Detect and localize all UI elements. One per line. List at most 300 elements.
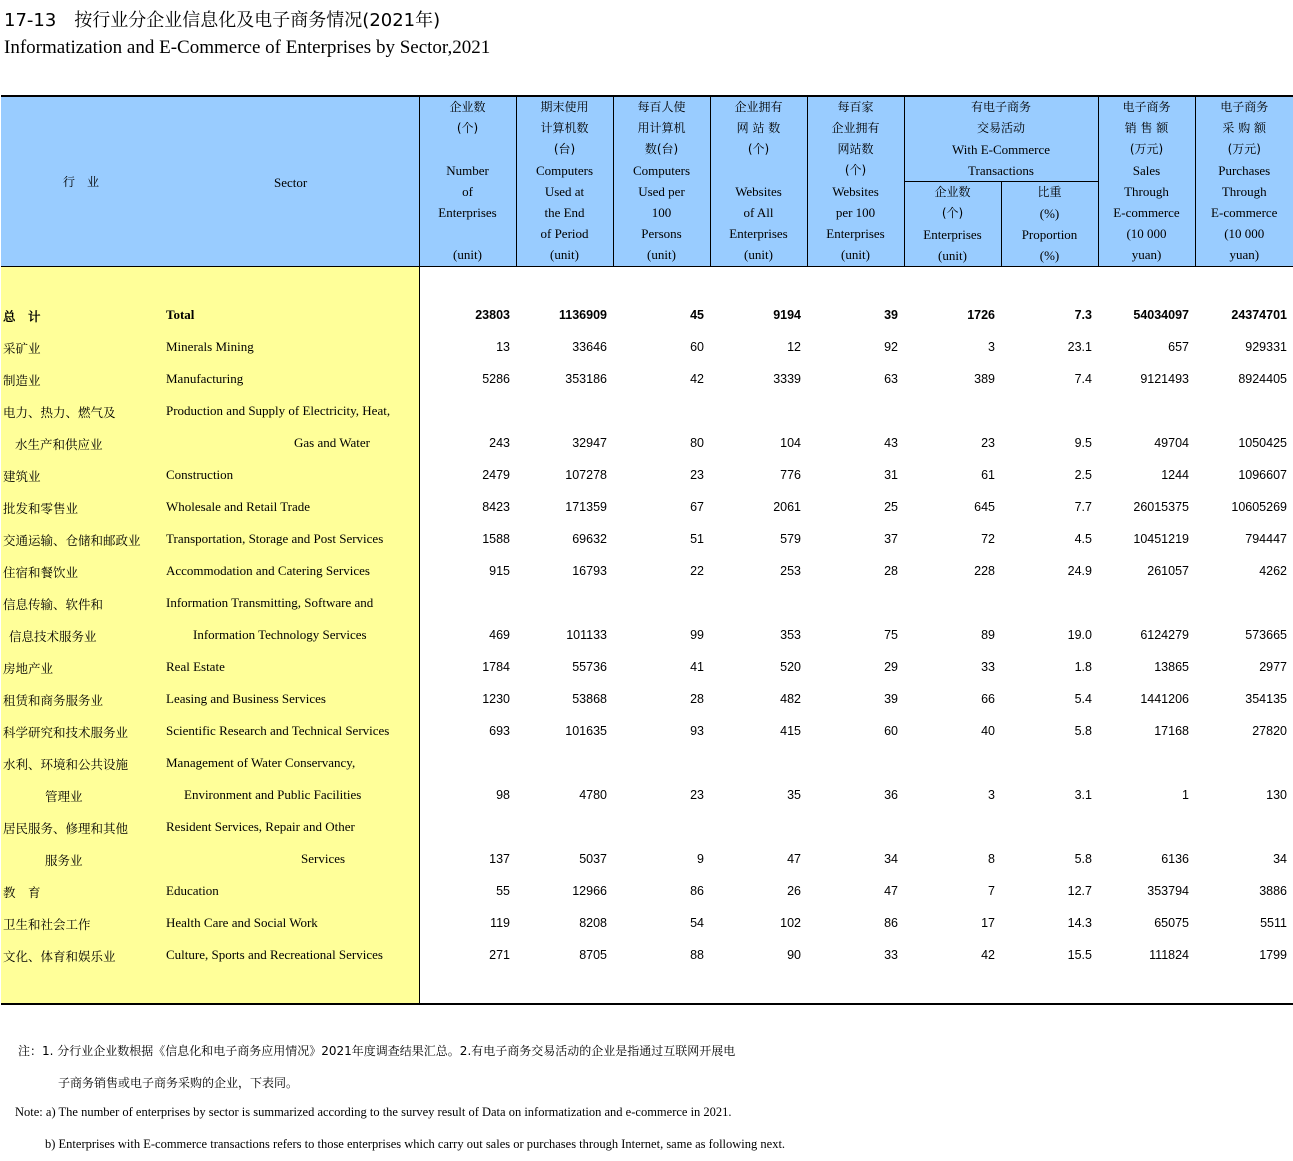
header-line: (个) <box>456 121 479 135</box>
value-cell <box>904 587 1001 619</box>
header-line: Websites <box>832 184 879 199</box>
sector-cell <box>1 779 419 811</box>
sector-cell <box>1 331 419 363</box>
value-cell: 353794 <box>1147 884 1189 898</box>
value-cell <box>516 587 613 619</box>
value-cell: 12 <box>787 340 801 354</box>
header-line: 数(台) <box>644 142 679 156</box>
sector-name-en: Health Care and Social Work <box>166 915 318 930</box>
header-line: 采 购 额 <box>1222 121 1267 135</box>
value-cell: 469 <box>489 628 510 642</box>
table-row <box>1 299 1293 331</box>
header-line: Computers <box>535 163 594 178</box>
table-row <box>1 843 1293 875</box>
value-cell: 45 <box>690 308 704 322</box>
value-cell: 24374701 <box>1231 308 1287 322</box>
table-row <box>1 619 1293 651</box>
header-line: (万元) <box>1129 142 1164 156</box>
sector-name-cn: 科学研究和技术服务业 <box>3 725 129 740</box>
sector-name-cn: 建筑业 <box>3 469 41 484</box>
sector-name-en: Gas and Water <box>294 435 370 450</box>
value-cell: 66 <box>981 692 995 706</box>
value-cell: 8924405 <box>1238 372 1287 386</box>
header-sector <box>1 96 419 267</box>
value-cell: 33 <box>981 660 995 674</box>
header-line: Enterprises <box>826 226 885 241</box>
header-line: 交易活动 <box>976 121 1025 135</box>
value-cell: 17 <box>981 916 995 930</box>
value-cell: 102 <box>780 916 801 930</box>
header-line: 100 <box>651 205 672 220</box>
value-cell <box>904 747 1001 779</box>
header-line: 每百家 <box>837 100 874 114</box>
header-line: Websites <box>735 184 782 199</box>
header-sector-cn: 行 业 <box>63 174 100 189</box>
value-cell: 579 <box>780 532 801 546</box>
sector-cell <box>1 395 419 427</box>
header-line: Purchases <box>1218 163 1271 178</box>
sector-cell <box>1 683 419 715</box>
value-cell: 657 <box>1168 340 1189 354</box>
sector-name-cn: 水生产和供应业 <box>15 437 103 452</box>
value-cell: 61 <box>981 468 995 482</box>
value-cell: 36 <box>884 788 898 802</box>
sector-cell <box>1 363 419 395</box>
value-cell: 573665 <box>1245 628 1287 642</box>
sector-name-en: Information Technology Services <box>193 627 367 642</box>
header-line: 网 站 数 <box>736 121 781 135</box>
header-line: Enterprises <box>438 205 497 220</box>
value-cell <box>1001 587 1098 619</box>
value-cell: 415 <box>780 724 801 738</box>
value-cell: 3 <box>988 340 995 354</box>
sector-name-en: Real Estate <box>166 659 225 674</box>
header-col3 <box>613 96 710 267</box>
value-cell: 1726 <box>967 308 995 322</box>
value-cell: 86 <box>690 884 704 898</box>
value-cell: 776 <box>780 468 801 482</box>
header-line: 比重 <box>1037 185 1062 199</box>
sector-name-en: Wholesale and Retail Trade <box>166 499 311 514</box>
sector-name-en: Environment and Public Facilities <box>184 787 362 802</box>
sector-name-cn: 居民服务、修理和其他 <box>3 821 129 836</box>
header-col6 <box>904 182 1001 267</box>
value-cell: 55 <box>496 884 510 898</box>
value-cell <box>1195 587 1293 619</box>
value-cell: 72 <box>981 532 995 546</box>
spacer-row <box>1 267 1293 300</box>
header-line: 每百人使 <box>637 100 686 114</box>
value-cell: 27820 <box>1252 724 1287 738</box>
value-cell: 3.1 <box>1074 788 1092 802</box>
value-cell <box>904 395 1001 427</box>
value-cell <box>710 587 807 619</box>
value-cell: 9194 <box>773 308 801 322</box>
header-line: Persons <box>641 226 682 241</box>
value-cell: 482 <box>780 692 801 706</box>
sector-name-en: Leasing and Business Services <box>166 691 326 706</box>
value-cell: 2479 <box>482 468 510 482</box>
value-cell: 130 <box>1266 788 1287 802</box>
table-row <box>1 331 1293 363</box>
value-cell: 1.8 <box>1074 660 1092 674</box>
value-cell: 35 <box>787 788 801 802</box>
sector-cell <box>1 875 419 907</box>
sector-cell <box>1 907 419 939</box>
value-cell: 228 <box>974 564 995 578</box>
header-line: 电子商务 <box>1122 100 1171 114</box>
sector-cell <box>1 427 419 459</box>
value-cell: 34 <box>1273 852 1287 866</box>
value-cell <box>807 395 904 427</box>
value-cell: 8208 <box>579 916 607 930</box>
header-line: of Period <box>540 226 589 241</box>
value-cell: 17168 <box>1154 724 1189 738</box>
value-cell: 22 <box>690 564 704 578</box>
table-row <box>1 395 1293 427</box>
header-line: 网站数 <box>837 142 874 156</box>
sector-name-en: Services <box>301 851 346 866</box>
value-cell: 271 <box>489 948 510 962</box>
sector-name-cn: 批发和零售业 <box>3 501 79 516</box>
value-cell <box>710 811 807 843</box>
sector-name-en: Education <box>166 883 219 898</box>
header-line: 企业数 <box>934 185 971 199</box>
sector-name-en: Scientific Research and Technical Services <box>166 723 390 738</box>
value-cell: 42 <box>690 372 704 386</box>
sector-cell <box>1 459 419 491</box>
value-cell: 55736 <box>572 660 607 674</box>
value-cell <box>516 747 613 779</box>
value-cell: 28 <box>690 692 704 706</box>
header-line <box>420 223 516 244</box>
value-cell: 7 <box>988 884 995 898</box>
value-cell: 15.5 <box>1067 948 1092 962</box>
table-header <box>1 96 1293 267</box>
value-cell: 37 <box>884 532 898 546</box>
header-line: Number <box>446 163 489 178</box>
header-col1 <box>419 96 516 267</box>
table-row <box>1 555 1293 587</box>
value-cell: 1784 <box>482 660 510 674</box>
note-en-line1: Note: a) The number of enterprises by sector is summarized according to the survey result of Data on informatization and e-commerce in 2021. <box>15 1105 732 1119</box>
table-row <box>1 491 1293 523</box>
sector-name-en: Resident Services, Repair and Other <box>166 819 355 834</box>
value-cell: 354135 <box>1245 692 1287 706</box>
value-cell <box>419 587 516 619</box>
value-cell: 47 <box>787 852 801 866</box>
value-cell: 75 <box>884 628 898 642</box>
value-cell: 42 <box>981 948 995 962</box>
value-cell: 243 <box>489 436 510 450</box>
value-cell: 5511 <box>1260 916 1287 930</box>
value-cell: 2061 <box>773 500 801 514</box>
value-cell <box>807 587 904 619</box>
value-cell: 1244 <box>1161 468 1189 482</box>
header-col2 <box>516 96 613 267</box>
value-cell: 8 <box>988 852 995 866</box>
sector-name-cn: 卫生和社会工作 <box>3 917 91 932</box>
table-row <box>1 459 1293 491</box>
value-cell: 111824 <box>1149 948 1189 962</box>
value-cell: 1230 <box>482 692 510 706</box>
value-cell <box>807 747 904 779</box>
value-cell: 4262 <box>1259 564 1287 578</box>
value-cell: 2977 <box>1259 660 1287 674</box>
header-line <box>420 139 516 160</box>
value-cell <box>807 811 904 843</box>
header-line: (10 000 <box>1126 226 1167 241</box>
value-cell: 1441206 <box>1140 692 1189 706</box>
value-cell <box>1098 811 1195 843</box>
header-line: 电子商务 <box>1220 100 1269 114</box>
value-cell: 3339 <box>773 372 801 386</box>
header-line: per 100 <box>835 205 876 220</box>
header-line: (unit) <box>647 247 676 262</box>
header-line: Enterprises <box>923 227 982 242</box>
sector-cell <box>1 299 419 331</box>
sector-name-cn: 文化、体育和娱乐业 <box>3 949 116 964</box>
value-cell: 23 <box>690 788 704 802</box>
sector-name-en: Total <box>166 307 195 322</box>
value-cell: 39 <box>884 308 898 322</box>
header-col5 <box>807 96 904 267</box>
value-cell: 60 <box>884 724 898 738</box>
value-cell: 49704 <box>1154 436 1189 450</box>
table-row <box>1 651 1293 683</box>
table-row <box>1 587 1293 619</box>
header-line: E-commerce <box>1113 205 1180 220</box>
value-cell: 5.8 <box>1074 724 1092 738</box>
value-cell: 13 <box>496 340 510 354</box>
sector-cell <box>1 523 419 555</box>
value-cell: 9 <box>697 852 704 866</box>
value-cell: 40 <box>981 724 995 738</box>
value-cell <box>1001 747 1098 779</box>
table-row <box>1 811 1293 843</box>
sector-name-cn: 住宿和餐饮业 <box>3 565 79 580</box>
value-cell: 23.1 <box>1067 340 1092 354</box>
header-line: 用计算机 <box>637 121 686 135</box>
sector-name-cn: 电力、热力、燃气及 <box>3 405 116 420</box>
value-cell: 23 <box>981 436 995 450</box>
table-row <box>1 683 1293 715</box>
sector-name-cn: 服务业 <box>45 853 83 868</box>
value-cell <box>419 747 516 779</box>
value-cell: 119 <box>490 916 510 930</box>
value-cell: 7.3 <box>1074 308 1092 322</box>
value-cell: 16793 <box>572 564 607 578</box>
header-line: Used at <box>544 184 585 199</box>
header-line: Transactions <box>968 163 1034 178</box>
header-line: 计算机数 <box>540 121 589 135</box>
sector-name-en: Management of Water Conservancy, <box>166 755 356 770</box>
value-cell <box>419 395 516 427</box>
sector-cell <box>1 651 419 683</box>
value-cell: 47 <box>884 884 898 898</box>
value-cell: 86 <box>884 916 898 930</box>
value-cell: 6136 <box>1161 852 1189 866</box>
table-row <box>1 747 1293 779</box>
value-cell <box>1001 811 1098 843</box>
value-cell: 99 <box>690 628 704 642</box>
header-line: (%) <box>1039 206 1060 221</box>
value-cell: 253 <box>780 564 801 578</box>
sector-name-en: Accommodation and Catering Services <box>166 563 370 578</box>
value-cell: 10605269 <box>1231 500 1287 514</box>
value-cell <box>613 587 710 619</box>
value-cell: 69632 <box>572 532 607 546</box>
value-cell <box>613 811 710 843</box>
table-row <box>1 523 1293 555</box>
sector-cell <box>1 811 419 843</box>
header-line: (unit) <box>841 247 870 262</box>
header-line: E-commerce <box>1211 205 1278 220</box>
value-cell: 8705 <box>579 948 607 962</box>
header-line: 有电子商务 <box>970 100 1031 114</box>
sector-name-cn: 房地产业 <box>3 661 54 676</box>
value-cell: 25 <box>884 500 898 514</box>
sector-name-cn: 教 育 <box>3 885 41 900</box>
value-cell: 14.3 <box>1067 916 1092 930</box>
sector-name-cn: 租赁和商务服务业 <box>3 693 104 708</box>
table-row <box>1 779 1293 811</box>
header-line: of All <box>743 205 774 220</box>
value-cell <box>1001 395 1098 427</box>
sector-name-cn: 信息技术服务业 <box>9 629 97 644</box>
value-cell: 261057 <box>1147 564 1189 578</box>
table-title-cn: 17-13 按行业分企业信息化及电子商务情况(2021年) <box>4 10 441 31</box>
table-body <box>1 267 1293 1005</box>
value-cell: 33 <box>884 948 898 962</box>
sector-cell <box>1 843 419 875</box>
value-cell: 26015375 <box>1133 500 1189 514</box>
value-cell: 4780 <box>579 788 607 802</box>
header-line: (unit) <box>938 248 967 263</box>
header-line: of <box>462 184 473 199</box>
value-cell: 3 <box>988 788 995 802</box>
value-cell: 7.4 <box>1074 372 1092 386</box>
value-cell: 794447 <box>1245 532 1287 546</box>
header-line: (%) <box>1039 248 1060 263</box>
value-cell <box>613 395 710 427</box>
value-cell: 693 <box>489 724 510 738</box>
sector-name-en: Transportation, Storage and Post Services <box>166 531 384 546</box>
value-cell: 67 <box>690 500 704 514</box>
header-col8 <box>1098 96 1195 267</box>
value-cell: 29 <box>884 660 898 674</box>
header-line: 期末使用 <box>540 100 589 114</box>
value-cell: 33646 <box>572 340 607 354</box>
value-cell: 31 <box>884 468 898 482</box>
value-cell <box>613 747 710 779</box>
value-cell <box>1195 395 1293 427</box>
value-cell: 54034097 <box>1133 308 1189 322</box>
value-cell: 12.7 <box>1067 884 1092 898</box>
value-cell: 353 <box>780 628 801 642</box>
value-cell: 1050425 <box>1238 436 1287 450</box>
sector-name-cn: 管理业 <box>45 789 83 804</box>
table-row <box>1 715 1293 747</box>
sector-name-en: Manufacturing <box>166 371 244 386</box>
sector-name-en: Information Transmitting, Software and <box>166 595 374 610</box>
header-line: 企业拥有 <box>734 100 783 114</box>
value-cell: 7.7 <box>1074 500 1092 514</box>
value-cell: 353186 <box>565 372 607 386</box>
value-cell: 104 <box>780 436 801 450</box>
value-cell: 88 <box>690 948 704 962</box>
value-cell: 32947 <box>572 436 607 450</box>
value-cell: 43 <box>884 436 898 450</box>
sector-name-en: Production and Supply of Electricity, Heat, <box>166 403 391 418</box>
value-cell <box>1195 747 1293 779</box>
sector-cell <box>1 715 419 747</box>
header-line: Through <box>1124 184 1169 199</box>
value-cell: 1136909 <box>559 308 607 322</box>
value-cell: 929331 <box>1245 340 1287 354</box>
sector-name-cn: 信息传输、软件和 <box>3 597 104 612</box>
value-cell: 90 <box>787 948 801 962</box>
value-cell: 41 <box>690 660 704 674</box>
value-cell <box>1098 747 1195 779</box>
value-cell: 101133 <box>566 628 607 642</box>
value-cell: 6124279 <box>1140 628 1189 642</box>
sector-name-cn: 采矿业 <box>3 341 41 356</box>
value-cell: 520 <box>780 660 801 674</box>
value-cell: 101635 <box>565 724 607 738</box>
value-cell: 51 <box>690 532 704 546</box>
header-ecommerce-group <box>904 96 1098 182</box>
value-cell <box>1195 811 1293 843</box>
value-cell: 1799 <box>1259 948 1287 962</box>
header-line: the End <box>544 205 585 220</box>
value-cell: 60 <box>690 340 704 354</box>
header-line: 销 售 额 <box>1124 121 1169 135</box>
header-col7 <box>1001 182 1098 267</box>
table-row <box>1 363 1293 395</box>
table-title-en: Informatization and E-Commerce of Enterprises by Sector,2021 <box>4 37 491 58</box>
value-cell: 80 <box>690 436 704 450</box>
header-col4 <box>710 96 807 267</box>
header-line: Proportion <box>1021 227 1078 242</box>
sector-cell <box>1 555 419 587</box>
value-cell: 23 <box>690 468 704 482</box>
spacer-row <box>1 971 1293 1004</box>
value-cell <box>516 395 613 427</box>
value-cell <box>1098 395 1195 427</box>
sector-name-en: Construction <box>166 467 234 482</box>
header-line: Used per <box>638 184 685 199</box>
data-table <box>1 95 1293 1005</box>
value-cell: 8423 <box>482 500 510 514</box>
value-cell: 171359 <box>565 500 607 514</box>
table-row <box>1 939 1293 971</box>
sector-name-en: Culture, Sports and Recreational Services <box>166 947 383 962</box>
header-line: Through <box>1221 184 1267 199</box>
value-cell: 1588 <box>482 532 510 546</box>
value-cell: 1096607 <box>1238 468 1287 482</box>
value-cell: 53868 <box>572 692 607 706</box>
value-cell: 26 <box>787 884 801 898</box>
value-cell: 63 <box>884 372 898 386</box>
value-cell: 4.5 <box>1074 532 1092 546</box>
sector-name-cn: 制造业 <box>3 373 41 388</box>
value-cell: 24.9 <box>1067 564 1092 578</box>
header-line: (unit) <box>453 247 482 262</box>
table-row <box>1 875 1293 907</box>
sector-name-en: Minerals Mining <box>166 339 254 354</box>
value-cell: 98 <box>496 788 510 802</box>
